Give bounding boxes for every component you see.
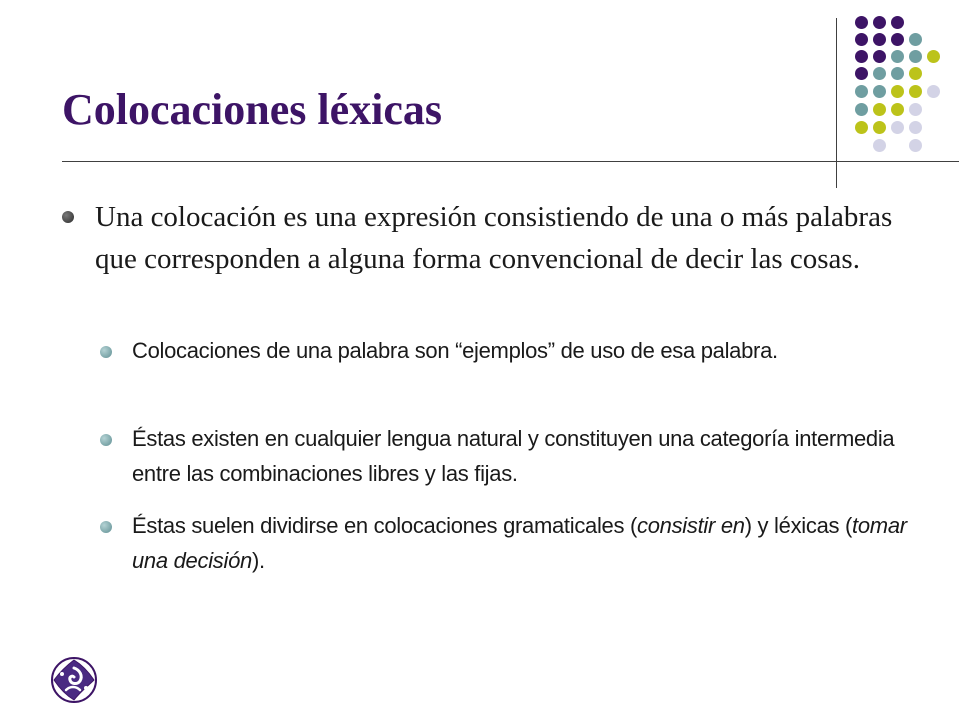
bullet-icon xyxy=(100,434,112,446)
sub-bullet xyxy=(100,421,932,491)
decor-dot xyxy=(909,139,922,152)
decor-dot xyxy=(873,139,886,152)
sub-bullet-text: Colocaciones de una palabra son “ejemplos” de uso de esa palabra. xyxy=(132,338,778,363)
bullet-icon xyxy=(100,521,112,533)
decor-dot xyxy=(855,33,868,46)
decor-dot xyxy=(873,33,886,46)
decor-dot xyxy=(891,85,904,98)
decor-dot xyxy=(891,67,904,80)
decor-dot xyxy=(873,16,886,29)
decor-dot xyxy=(873,50,886,63)
decor-dot xyxy=(891,103,904,116)
decor-dot xyxy=(891,50,904,63)
sub-bullet-text-mid: ) y léxicas ( xyxy=(744,513,853,538)
sub-bullet-text-post: ). xyxy=(251,548,265,573)
decor-dot xyxy=(909,85,922,98)
decor-dot xyxy=(855,103,868,116)
decor-dot xyxy=(909,50,922,63)
decor-dot xyxy=(873,67,886,80)
example-consistir-en: consistir en xyxy=(637,513,745,538)
decor-dot xyxy=(855,67,868,80)
decor-dot xyxy=(891,121,904,134)
slide-title: Colocaciones léxicas xyxy=(62,85,443,134)
main-bullet-text: Una colocación es una expresión consistiendo de una o más palabras que corresponden a alguna forma convencional de decir las cosas. xyxy=(95,201,893,275)
decor-dot xyxy=(927,85,940,98)
decor-dot xyxy=(909,103,922,116)
title-underline xyxy=(62,161,959,162)
decor-dot xyxy=(855,85,868,98)
decor-dot xyxy=(909,33,922,46)
main-bullet xyxy=(62,196,935,280)
decor-dot xyxy=(855,50,868,63)
decor-dot xyxy=(873,121,886,134)
sub-bullet-text: Éstas existen en cualquier lengua natural y constituyen una categoría intermedia entre las combinaciones libres y las fijas. xyxy=(132,426,895,486)
bullet-icon xyxy=(62,211,74,223)
decor-dot xyxy=(891,33,904,46)
spiral-emblem-icon xyxy=(50,656,98,704)
decor-dot xyxy=(873,103,886,116)
example-tomar-una-decision: tomar una decisión xyxy=(132,513,907,573)
decor-dot xyxy=(855,121,868,134)
decor-dot xyxy=(855,16,868,29)
sub-bullet xyxy=(100,508,932,578)
decor-dot xyxy=(909,67,922,80)
decor-dot xyxy=(927,50,940,63)
decor-dot xyxy=(891,16,904,29)
vertical-divider xyxy=(836,18,837,188)
bullet-icon xyxy=(100,346,112,358)
sub-bullet xyxy=(100,333,932,368)
decor-dot xyxy=(873,85,886,98)
decor-dot xyxy=(909,121,922,134)
sub-bullet-text-pre: Éstas suelen dividirse en colocaciones gramaticales ( xyxy=(132,513,638,538)
